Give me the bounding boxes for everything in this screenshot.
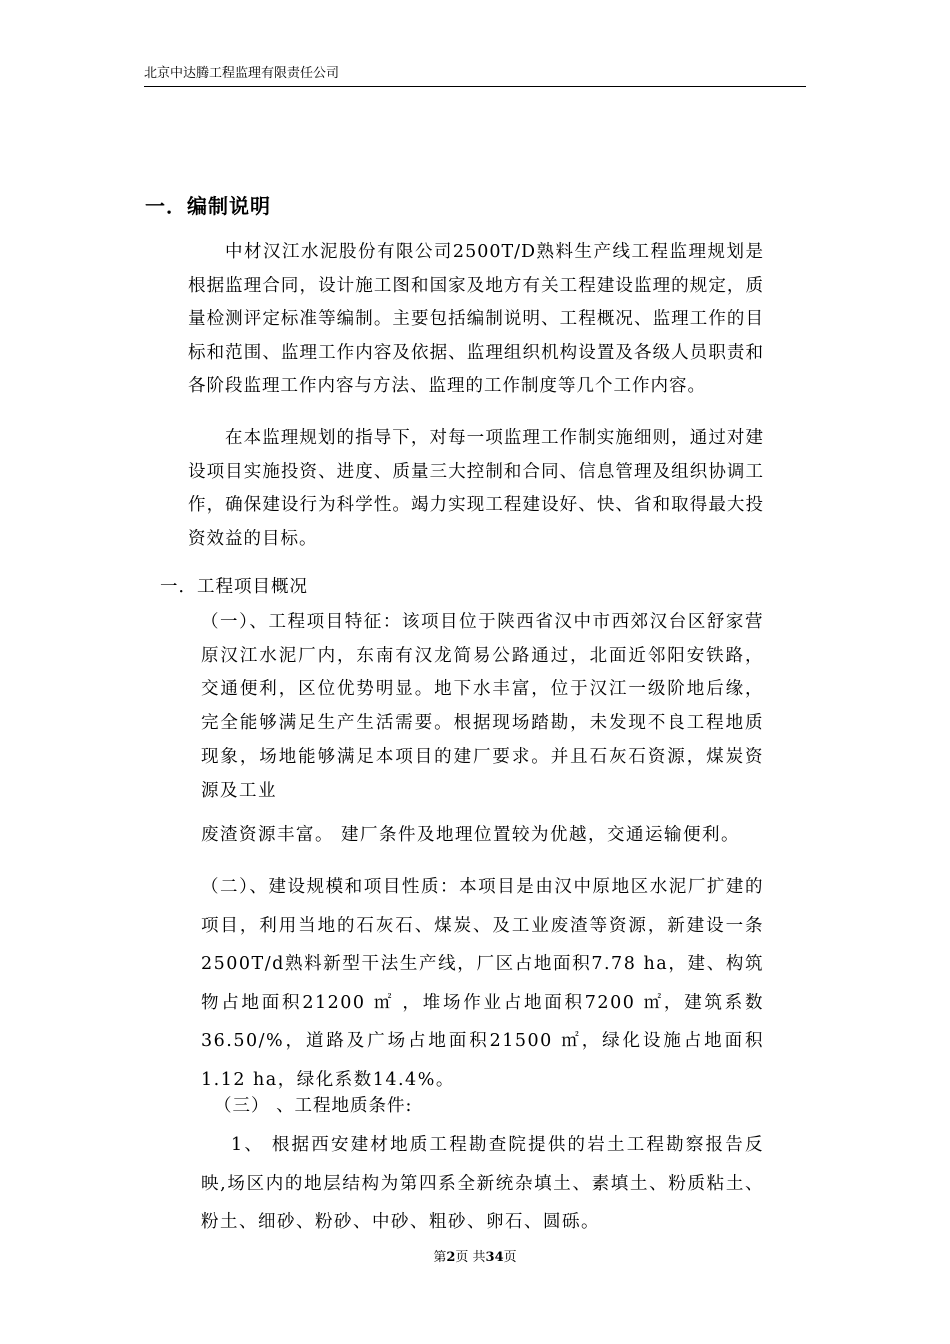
section-title: 一．编制说明 (145, 194, 271, 218)
total-page-count: 34 (485, 1250, 504, 1265)
geology-heading: （三） 、工程地质条件: (214, 1096, 413, 1116)
geology-paragraph: 1、 根据西安建材地质工程勘查院提供的岩土工程勘察报告反映,场区内的地层结构为第四系全新统杂填土、素填土、粉质粘土、粉土、细砂、粉砂、中砂、粗砂、卵石、圆砾。 (201, 1135, 764, 1232)
page-footer (0, 1246, 950, 1265)
current-page-number: 2 (446, 1250, 456, 1265)
footer-prefix: 第 (433, 1250, 447, 1265)
intro-paragraph-2: 在本监理规划的指导下，对每一项监理工作制实施细则，通过对建设项目实施投资、进度、质量三大控制和合同、信息管理及组织协调工作，确保建设行为科学性。竭力实现工程建设好、快、省和取得最大投资效益的目标。 (188, 428, 764, 549)
page-header-company: 北京中达腾工程监理有限责任公司 (144, 66, 340, 81)
construction-scale-paragraph: （二）、建设规模和项目性质：本项目是由汉中原地区水泥厂扩建的项目，利用当地的石灰石、煤炭、及工业废渣等资源，新建设一条2500T/d熟料新型干法生产线，厂区占地面积7.78 ha，建、构筑物占地面积21200 ㎡ ，堆场作业占地面积7200 ㎡，建筑系数36.50/%，道路及广场占地面积21500 ㎡，绿化设施占地面积1.12 ha，绿化系数14.4%。 (201, 877, 764, 1090)
footer-middle: 页 共 (455, 1250, 486, 1265)
project-features-paragraph: （一）、工程项目特征：该项目位于陕西省汉中市西郊汉台区舒家营原汉江水泥厂内，东南有汉龙简易公路通过，北面近邻阳安铁路，交通便利，区位优势明显。地下水丰富，位于汉江一级阶地后缘，完全能够满足生产生活需要。根据现场踏勘，未发现不良工程地质现象，场地能够满足本项目的建厂要求。并且石灰石资源，煤炭资源及工业 (201, 612, 764, 801)
project-features-tail: 废渣资源丰富。 建厂条件及地理位置较为优越，交通运输便利。 (201, 825, 741, 845)
intro-paragraph-1: 中材汉江水泥股份有限公司2500T/D熟料生产线工程监理规划是根据监理合同，设计施工图和国家及地方有关工程建设监理的规定，质量检测评定标准等编制。主要包括编制说明、工程概况、监理工作的目标和范围、监理工作内容及依据、监理组织机构设置及各级人员职责和各阶段监理工作内容与方法、监理的工作制度等几个工作内容。 (188, 242, 764, 396)
footer-suffix: 页 (503, 1250, 517, 1265)
project-overview-heading: 一．工程项目概况 (160, 577, 308, 597)
header-divider (144, 86, 806, 87)
